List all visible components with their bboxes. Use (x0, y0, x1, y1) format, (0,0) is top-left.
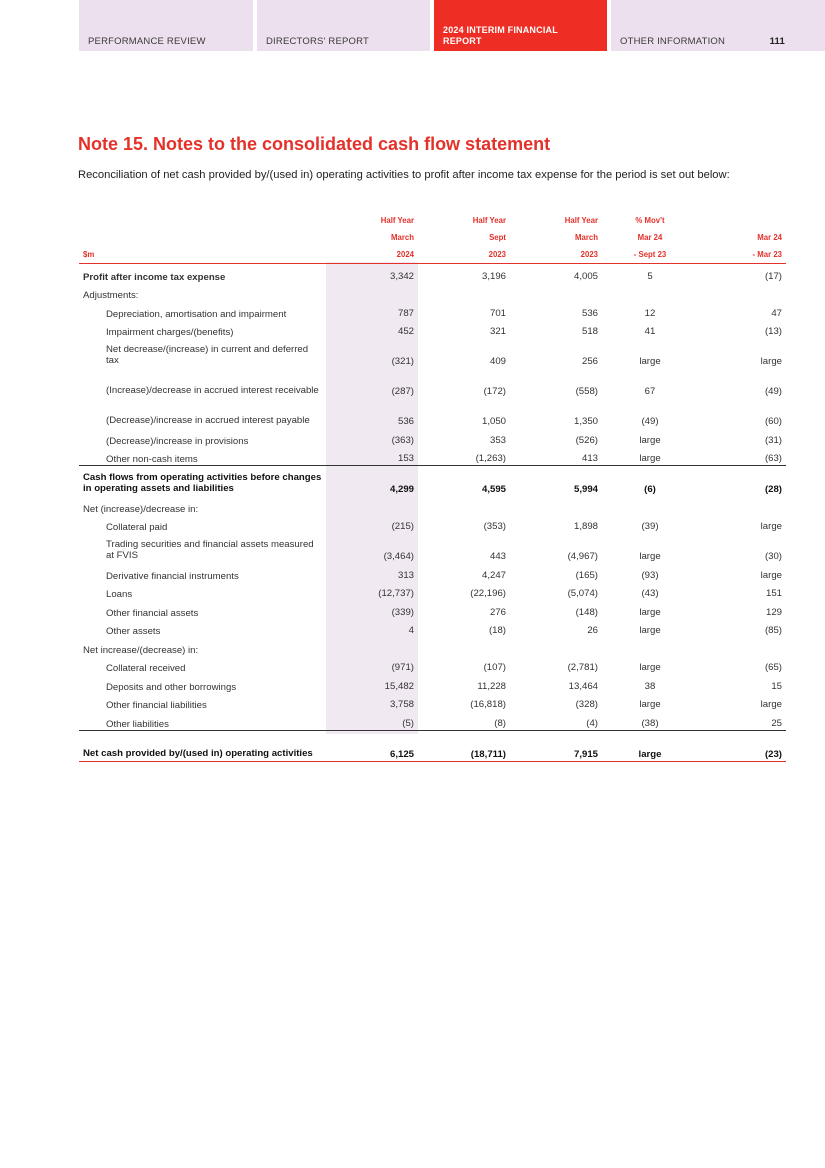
table-row (79, 656, 786, 675)
table-row (79, 320, 786, 339)
nav-tab-other-information[interactable] (611, 0, 825, 51)
value-cell: 409 (489, 356, 506, 367)
row-label: Other financial assets (106, 607, 199, 619)
value-cell: (321) (391, 356, 414, 367)
value-cell: large (639, 662, 661, 673)
value-cell: 15,482 (384, 680, 414, 692)
value-cell (326, 283, 418, 302)
value-cell: large (639, 606, 661, 618)
value-cell: (30) (764, 551, 782, 562)
value-cell: 6,125 (326, 730, 418, 761)
value-cell: 11,228 (477, 680, 506, 692)
value-cell: (353) (483, 521, 506, 532)
value-cell: (85) (764, 625, 782, 636)
column-header: Half Year (564, 216, 598, 225)
value-cell: 536 (397, 416, 414, 427)
table-header-row (79, 229, 786, 246)
table-row (79, 338, 786, 368)
value-cell: (93) (641, 569, 659, 581)
value-cell: 256 (581, 356, 598, 367)
column-header: Half Year (380, 216, 414, 225)
value-cell: large (639, 625, 661, 636)
value-cell (602, 496, 694, 515)
column-header: March (391, 233, 414, 242)
value-cell: (558) (575, 386, 598, 397)
value-cell: 67 (644, 386, 656, 397)
value-cell: large (639, 356, 661, 367)
value-cell (326, 496, 418, 515)
value-cell: large (760, 699, 782, 710)
column-header: 2024 (326, 246, 418, 264)
value-cell: 4 (408, 625, 414, 636)
value-cell: (38) (641, 717, 659, 729)
table-row (79, 466, 786, 497)
value-cell (326, 637, 418, 656)
table-row (79, 711, 786, 730)
value-cell: 701 (489, 307, 506, 319)
value-cell (510, 637, 602, 656)
value-cell: 3,342 (389, 270, 414, 282)
row-label: Net increase/(decrease) in: (83, 644, 199, 656)
value-cell: (4,967) (567, 551, 598, 562)
value-cell: 4,299 (326, 466, 418, 497)
value-cell: (39) (641, 521, 659, 532)
nav-tab-performance-review[interactable] (79, 0, 253, 51)
row-label: (Decrease)/increase in accrued interest payable (106, 415, 310, 426)
value-cell: 1,898 (573, 521, 598, 532)
table-row (79, 447, 786, 466)
value-cell: (526) (575, 434, 598, 446)
value-cell (602, 283, 694, 302)
row-label: Other non-cash items (106, 454, 198, 465)
value-cell: 518 (581, 326, 598, 337)
value-cell: (18,711) (418, 730, 510, 761)
value-cell: 41 (644, 326, 656, 337)
column-header: March (575, 233, 598, 242)
value-cell: (43) (641, 588, 659, 599)
value-cell (510, 283, 602, 302)
value-cell: 5,994 (510, 466, 602, 497)
value-cell: 353 (489, 434, 506, 446)
value-cell: (148) (575, 606, 598, 618)
column-header: - Mar 23 (694, 246, 786, 264)
row-label: Other assets (106, 626, 161, 637)
value-cell: 1,050 (481, 416, 506, 427)
row-label: Impairment charges/(benefits) (106, 327, 234, 338)
table-row (79, 398, 786, 428)
value-cell (510, 496, 602, 515)
value-cell: large (639, 434, 661, 446)
value-cell: 5 (647, 270, 653, 282)
nav-tab-label: 2024 INTERIM FINANCIAL REPORT (443, 25, 558, 46)
value-cell (694, 496, 786, 515)
row-label: Other financial liabilities (106, 700, 207, 711)
value-cell: (287) (391, 386, 414, 397)
value-cell: large (602, 730, 694, 761)
column-header (694, 212, 786, 229)
value-cell: 7,915 (510, 730, 602, 761)
value-cell: 4,595 (418, 466, 510, 497)
table-row (79, 428, 786, 447)
value-cell: 151 (765, 588, 782, 599)
row-label: Collateral received (106, 663, 186, 674)
nav-tab-directors-report[interactable] (257, 0, 430, 51)
row-label: Net decrease/(increase) in current and deferred tax (106, 344, 309, 366)
table-row (79, 637, 786, 656)
value-cell: (328) (575, 699, 598, 710)
value-cell: (18) (488, 625, 506, 636)
value-cell: (28) (694, 466, 786, 497)
value-cell: 443 (489, 551, 506, 562)
value-cell: (971) (391, 662, 414, 673)
table-row (79, 533, 786, 563)
page-number: 111 (769, 36, 785, 47)
row-label: Other liabilities (106, 718, 169, 730)
value-cell: 321 (489, 326, 506, 337)
value-cell: 536 (581, 307, 598, 319)
nav-tab-label: DIRECTORS' REPORT (266, 36, 370, 47)
table-row (79, 301, 786, 320)
value-cell: (3,464) (383, 551, 414, 562)
value-cell: (23) (694, 730, 786, 761)
value-cell (418, 496, 510, 515)
value-cell: (22,196) (470, 588, 506, 599)
value-cell: 413 (581, 453, 598, 464)
table-row (79, 674, 786, 693)
row-label: Deposits and other borrowings (106, 681, 237, 693)
row-label: Net cash provided by/(used in) operating activities (79, 730, 326, 761)
row-label: Depreciation, amortisation and impairment (106, 308, 287, 320)
value-cell: 4,247 (481, 569, 506, 581)
row-label: Profit after income tax expense (83, 271, 226, 283)
value-cell: (5,074) (567, 588, 598, 599)
value-cell: (12,737) (378, 588, 414, 599)
value-cell: (60) (764, 416, 782, 427)
value-cell: 47 (771, 307, 782, 319)
value-cell: 3,758 (389, 699, 414, 710)
intro-paragraph: Reconciliation of net cash provided by/(used in) operating activities to profit after income tax expense for the period is set out below: (78, 169, 730, 181)
value-cell: 13,464 (568, 680, 598, 692)
table-row (79, 496, 786, 515)
value-cell: 26 (587, 625, 598, 636)
value-cell: 38 (644, 680, 656, 692)
table-row (79, 693, 786, 712)
table-header-row (79, 246, 786, 264)
table-row (79, 619, 786, 638)
value-cell: large (639, 699, 661, 710)
value-cell: (2,781) (567, 662, 598, 673)
value-cell: large (760, 356, 782, 367)
column-header: Mar 24 (637, 233, 663, 242)
row-label: Cash flows from operating activities before changes in operating assets and liabilities (79, 466, 326, 497)
value-cell: (49) (641, 416, 659, 427)
value-cell: 1,350 (573, 416, 598, 427)
value-cell: (16,818) (470, 699, 506, 710)
value-cell: (172) (483, 386, 506, 397)
value-cell: large (760, 569, 782, 581)
value-cell: large (639, 551, 661, 562)
column-header: Sept (489, 233, 506, 242)
value-cell (694, 637, 786, 656)
value-cell: (4) (586, 717, 598, 729)
cash-flow-reconciliation-table (79, 212, 786, 762)
column-header: 2023 (418, 246, 510, 264)
row-label: Trading securities and financial assets measured at FVIS (106, 539, 314, 561)
value-cell: 12 (644, 307, 656, 319)
row-label: Loans (106, 589, 133, 600)
nav-tab-interim-financial-report[interactable] (434, 0, 607, 51)
value-cell: 452 (397, 326, 414, 337)
value-cell: (65) (764, 662, 782, 673)
table-row (79, 515, 786, 534)
table-row (79, 283, 786, 302)
column-header (79, 212, 326, 229)
value-cell: (1,263) (475, 453, 506, 464)
table-row (79, 264, 786, 283)
value-cell: (339) (391, 606, 414, 618)
value-cell: (165) (575, 569, 598, 581)
row-label: Derivative financial instruments (106, 570, 239, 582)
column-header: $m (79, 246, 326, 264)
value-cell (694, 283, 786, 302)
table-row (79, 582, 786, 601)
column-header: Mar 24 (757, 233, 782, 242)
value-cell: large (760, 521, 782, 532)
column-header (79, 229, 326, 246)
table-row (79, 368, 786, 398)
value-cell: (363) (391, 434, 414, 446)
page-title: Note 15. Notes to the consolidated cash flow statement (78, 134, 551, 154)
value-cell: 15 (771, 680, 782, 692)
row-label: Collateral paid (106, 522, 168, 533)
value-cell: 787 (397, 307, 414, 319)
value-cell: (6) (602, 466, 694, 497)
value-cell: (17) (764, 270, 782, 282)
table-row (79, 563, 786, 582)
value-cell: large (639, 453, 661, 464)
row-label: (Increase)/decrease in accrued interest receivable (106, 385, 319, 396)
column-header: Half Year (472, 216, 506, 225)
value-cell: (5) (402, 717, 414, 729)
top-navigation (0, 0, 825, 51)
value-cell (602, 637, 694, 656)
column-header: 2023 (510, 246, 602, 264)
table-row (79, 600, 786, 619)
value-cell: (63) (764, 453, 782, 464)
value-cell (418, 283, 510, 302)
value-cell: 4,005 (573, 270, 598, 282)
row-label: Net (increase)/decrease in: (83, 503, 199, 515)
value-cell: 313 (397, 569, 414, 581)
value-cell: 3,196 (481, 270, 506, 282)
value-cell: 276 (489, 606, 506, 618)
value-cell: 25 (771, 717, 782, 729)
value-cell: (49) (764, 386, 782, 397)
nav-tab-label: PERFORMANCE REVIEW (88, 36, 206, 47)
column-header: % Mov't (635, 216, 665, 225)
value-cell (418, 637, 510, 656)
table-row (79, 730, 786, 761)
value-cell: 153 (397, 453, 414, 464)
column-header: - Sept 23 (602, 246, 694, 264)
value-cell: 129 (765, 606, 782, 618)
row-label: Adjustments: (83, 290, 139, 301)
value-cell: (31) (764, 434, 782, 446)
value-cell: (13) (764, 326, 782, 337)
row-label: (Decrease)/increase in provisions (106, 435, 249, 447)
value-cell: (215) (391, 521, 414, 532)
table-header-row (79, 212, 786, 229)
nav-tab-label: OTHER INFORMATION (620, 36, 726, 47)
value-cell: (8) (494, 717, 506, 729)
value-cell: (107) (483, 662, 506, 673)
